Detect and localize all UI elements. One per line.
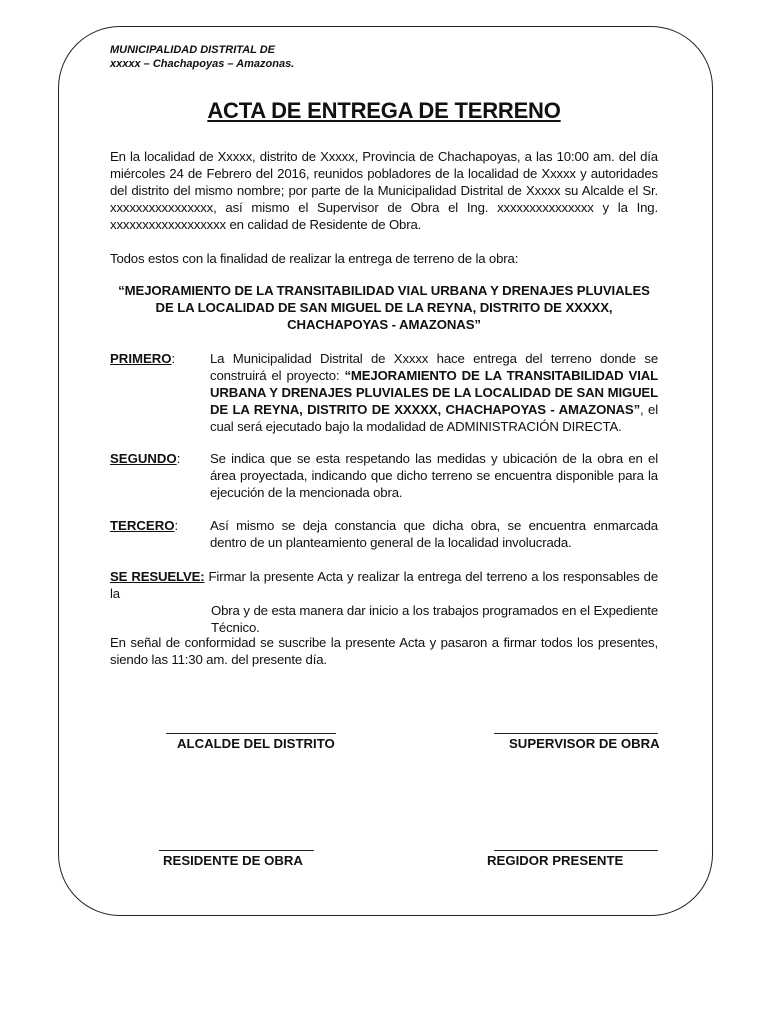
signature-label-regidor: REGIDOR PRESENTE: [487, 853, 624, 868]
signature-label-supervisor: SUPERVISOR DE OBRA: [509, 736, 660, 751]
tercero-label: TERCERO:: [110, 518, 179, 533]
signature-line-regidor: [494, 850, 658, 851]
document-title: ACTA DE ENTREGA DE TERRENO: [207, 98, 561, 123]
intro-paragraph: En la localidad de Xxxxx, distrito de Xxxxx, Provincia de Chachapoyas, a las 10:00 am. del día miércoles 24 de Febrero del 2016, reunidos pobladores de la localidad de Xxxxx y autoridades del distrito del mismo nombre; por parte de la Municipalidad Distrital de Xxxxx su Alcalde el Sr. xxxxxxxxxxxxxxxx, así mismo el Supervisor de Obra el Ing. xxxxxxxxxxxxxxx y la Ing. xxxxxxxxxxxxxxxxxx en calidad de Residente de Obra.: [110, 149, 658, 232]
primero-label: PRIMERO:: [110, 351, 176, 366]
signature-line-supervisor: [494, 733, 658, 734]
tercero-text: Así mismo se deja constancia que dicha obra, se encuentra enmarcada dentro de un planteamiento general de la localidad involucrada.: [210, 518, 658, 550]
header-municipality: MUNICIPALIDAD DISTRITAL DE: [110, 44, 275, 56]
purpose-paragraph: Todos estos con la finalidad de realizar la entrega de terreno de la obra:: [110, 251, 519, 266]
signature-label-residente: RESIDENTE DE OBRA: [163, 853, 303, 868]
signature-label-alcalde: ALCALDE DEL DISTRITO: [177, 736, 335, 751]
segundo-label: SEGUNDO:: [110, 451, 181, 466]
project-title: “MEJORAMIENTO DE LA TRANSITABILIDAD VIAL URBANA Y DRENAJES PLUVIALES DE LA LOCALIDAD DE SAN MIGUEL DE LA REYNA, DISTRITO DE XXXXX, CHACHAPOYAS - AMAZONAS”: [118, 283, 650, 332]
closing-paragraph: En señal de conformidad se suscribe la presente Acta y pasaron a firmar todos los presentes, siendo las 11:30 am. del presente día.: [110, 635, 658, 667]
segundo-text: Se indica que se esta respetando las medidas y ubicación de la obra en el área proyectada, indicando que dicho terreno se encuentra disponible para la ejecución de la mencionada obra.: [210, 451, 658, 500]
signature-line-residente: [159, 850, 314, 851]
primero-project-name: “MEJORAMIENTO DE LA TRANSITABILIDAD VIAL URBANA Y DRENAJES PLUVIALES DE LA LOCALIDAD DE SAN MIGUEL DE LA REYNA, DISTRITO DE XXXXX, CHACHAPOYAS - AMAZONAS”: [210, 368, 658, 417]
signature-line-alcalde: [166, 733, 336, 734]
se-resuelve-label: SE RESUELVE:: [110, 569, 205, 584]
se-resuelve-paragraph: SE RESUELVE: Firmar la presente Acta y realizar la entrega del terreno a los responsables de la Obra y de esta manera dar inicio a los trabajos programados en el Expediente Técnico.: [110, 569, 659, 635]
document-header: [110, 43, 294, 71]
primero-text: La Municipalidad Distrital de Xxxxx hace entrega del terreno donde se construirá el proyecto: “MEJORAMIENTO DE LA TRANSITABILIDAD VIAL URBANA Y DRENAJES PLUVIALES DE LA LOCALIDAD DE SAN MIGUEL DE LA REYNA, DISTRITO DE XXXXX, CHACHAPOYAS - AMAZONAS”, el cual será ejecutado bajo la modalidad de ADMINISTRACIÓN DIRECTA.: [210, 351, 658, 434]
header-location: xxxxx – Chachapoyas – Amazonas.: [110, 58, 295, 70]
